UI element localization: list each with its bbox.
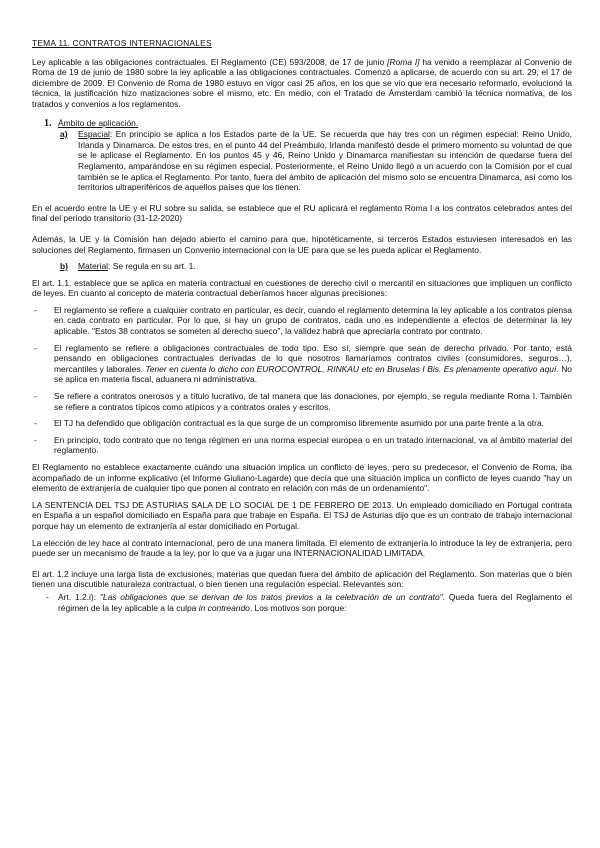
list-item: - El reglamento se refiere a cualquier contrato en particular, es decir, cuando el reglamento determina la ley aplicable a los contratos piensa en cada contrato en particular. Por lo que, si hay un grupo de contratos, cada uno es independiente a efectos de determinar la ley aplicable. "Estos 38 contratos se someten al derecho sueco", la validez habrá que apreciarla contrato por contrato.	[34, 304, 572, 337]
paragraph-art12: El art. 1.2 incluye una larga lista de exclusiones, materias que quedan fuera del ámbito de aplicación del Reglamento. Son materias que o bien tienen una discutible naturaleza contractual, o bien tienen una regulación especial. Relevantes son:	[32, 568, 572, 590]
art-italic: "Las obligaciones que se derivan de los tratos previos a la celebración de un contrato"	[99, 591, 443, 602]
list-item-text: En principio, todo contrato que no tenga régimen en una norma especial europea o en un tratado internacional, va al ámbito material del reglamento.	[54, 434, 572, 456]
art-mid: . Queda fuera del Reglamento el régimen de la ley aplicable a la culpa	[58, 591, 573, 613]
intro-italic: [Roma I]	[387, 56, 420, 67]
list-item-text	[58, 592, 572, 613]
list-item-text-a: El reglamento se refiere a obligaciones contractuales de todo tipo. Eso sí, siempre que sean de derecho privado. Por tanto, está pensando en obligaciones contractuales derivadas de lo que nosotros llamaríamos contratos civiles (consumidores, seguros…), mercantiles y laborales.	[54, 342, 572, 374]
subsection-body	[78, 261, 196, 272]
subsection-espacial	[60, 129, 572, 193]
subsection-body	[78, 129, 572, 193]
list-item: - El reglamento se refiere a obligaciones contractuales de todo tipo. Eso sí, siempre que sean de derecho privado. Por tanto, está pensando en obligaciones contractuales derivadas de lo que nosotros llamaríamos contratos civiles (consumidores, seguros…), mercantiles y laborales. Tener en cuenta lo dicho con EUROCONTROL, RINKAU etc en Bruselas I Bis. Es plenamente operativo aquí. No se aplica en materia fiscal, aduanera ni administrativa.	[34, 342, 572, 385]
paragraph-art11: El art. 1.1. establece que se aplica en materia contractual en cuestiones de derecho civil o mercantil en situaciones que impliquen un conflicto de leyes. En cuanto al concepto de materia contractual deberíamos hacer algunas precisiones:	[32, 277, 572, 299]
intro-text: Ley aplicable a las obligaciones contractuales. El Reglamento (CE) 593/2008, de 17 de junio	[32, 56, 385, 67]
list-item-text-b: No se aplica en materia fiscal, aduanera ni administrativa.	[54, 363, 572, 385]
paragraph-tsj: LA SENTENCIA DEL TSJ DE ASTURIAS SALA DE LO SOCIAL DE 1 DE FEBRERO DE 2013. Un empleado domiciliado en Portugal contrata en España a un español domiciliado en España para que trabaje en España. El TSJ de Asturias dijo que es un contrato de trabajo internacional porque hay un elemento de extranjería al estar domiciliado en Portugal.	[32, 499, 572, 531]
list-item-italic: Tener en cuenta lo dicho con EUROCONTROL, RINKAU etc en Bruselas I Bis. Es plenamente operativo aquí.	[145, 363, 559, 374]
subsection-text: : Se regula en su art. 1.	[108, 261, 196, 272]
bullet-list	[32, 305, 572, 456]
intro-paragraph	[32, 57, 572, 110]
paragraph-uk: En el acuerdo entre la UE y el RU sobre su salida, se establece que el RU aplicará el reglamento Roma I a los contratos celebrados antes del final del periodo transitorio (31-12-2020)	[32, 202, 572, 224]
subsection-label: Material	[78, 261, 109, 272]
intro-rest: ha venido a reemplazar al Convenio de Roma de 19 de junio de 1980 sobre la ley aplicable a las obligaciones contractuales. Comenzó a aplicarse, de acuerdo con su art. 29, el 17 de diciembre de 2009. El Convenio de Roma de 1980 estuvo en vigor casi 25 años, en los que se vio que era necesario reformarlo, evolucionó la técnica, la justificación hizo matizaciones sobre el mismo, etc. En medio, con el Tratado de Ámsterdam cambió la técnica normativa, de los tratados y convenios a los reglamentos.	[32, 56, 572, 109]
art-italic-2: in contreando	[198, 602, 250, 613]
list-item-text: El TJ ha defendido que obligación contractual es la que surge de un compromiso libremente asumido por una parte frente a la otra.	[54, 418, 544, 429]
list-item-text	[54, 343, 572, 385]
list-item-text: El reglamento se refiere a cualquier contrato en particular, es decir, cuando el reglamento determina la ley aplicable a los contratos piensa en cada contrato en particular. Por lo que, si hay un grupo de contratos, cada uno es independiente a efectos de determinar la ley aplicable. "Estos 38 contratos se someten al derecho sueco", la validez habrá que apreciarla contrato por contrato.	[54, 304, 572, 337]
subsection-label: Espacial	[78, 129, 110, 140]
document-page	[32, 38, 572, 613]
subsection-letter: b)	[60, 261, 68, 272]
subsection-material	[60, 261, 572, 272]
list-item: - El TJ ha defendido que obligación contractual es la que surge de un compromiso libremente asumido por una parte frente a la otra.	[32, 418, 572, 429]
subsection-letter: a)	[60, 129, 68, 140]
list-item: - Se refiere a contratos onerosos y a título lucrativo, de tal manera que las donaciones, por ejemplo, se regula mediante Roma I. También se refiere a contratos típicos como atípicos y a contratos orales y escritos.	[34, 391, 572, 412]
list-item: - Art. 1.2.i): "Las obligaciones que se derivan de los tratos previos a la celebración de un contrato". Queda fuera del Reglamento el régimen de la ley aplicable a la culpa in contreando. Los motivos son porque:	[46, 591, 573, 613]
art-lead: Art. 1.2.i):	[58, 591, 100, 602]
section-label: Ámbito de aplicación.	[58, 117, 139, 128]
subsection-text: : En principio se aplica a los Estados parte de la UE. Se recuerda que hay tres con un régimen especial: Reino Unido, Irlanda y Dinamarca. De estos tres, en el punto 44 del Preámbulo, Irlanda manifestó desde el primero momento su voluntad de que se le aplicase el Reglamento. En los puntos 45 y 46, Reino Unido y Dinamarca manifiestan su intención de quedarse fuera del Reglamento, amparándose en su régimen especial. Posteriormente, el Reino Unido llegó a un acuerdo con la Comisión por el cual también se le aplica el Reglamento. Por tanto, fuera del ámbito de aplicación del mismo solo se encuentra Dinamarca, así como los territorios ultraperiféricos de aquellos países que los tienen.	[78, 129, 572, 193]
section-number: 1.	[44, 117, 52, 129]
paragraph-roma: El Reglamento no establece exactamente cuándo una situación implica un conflicto de leyes, pero su predecesor, el Convenio de Roma, iba acompañado de un informe explicativo (el Informe Giuliano-Lagarde) que decía que una situación implica un conflicto de leyes cuando "hay un elemento de extranjería de cualquier tipo que ponen al contrato en relación con más de un ordenamiento".	[32, 462, 572, 494]
paragraph-ue: Además, la UE y la Comisión han dejado abierto el camino para que, hipotéticamente, si terceros Estados estuviesen interesados en las soluciones del Reglamento, firmasen un Convenio internacional con la UE para que se les pueda aplicar el Reglamento.	[32, 233, 572, 255]
article-list	[32, 592, 572, 613]
section-heading	[44, 118, 572, 130]
list-item: - En principio, todo contrato que no tenga régimen en una norma especial europea o en un tratado internacional, va al ámbito material del reglamento.	[34, 434, 572, 456]
art-end: . Los motivos son porque:	[249, 602, 347, 613]
list-item-text: Se refiere a contratos onerosos y a título lucrativo, de tal manera que las donaciones, por ejemplo, se regula mediante Roma I. También se refiere a contratos típicos como atípicos y a contratos orales y escritos.	[54, 391, 572, 412]
paragraph-eleccion: La elección de ley hace al contrato internacional, pero de una manera limitada. El elemento de extranjería lo introduce la ley de extranjería, pero puede ser un mecanismo de fraude a la ley, por lo que va a jugar una INTERNACIONALIDAD LIMITADA.	[32, 537, 572, 559]
page-title: TEMA 11. CONTRATOS INTERNACIONALES	[32, 38, 212, 48]
